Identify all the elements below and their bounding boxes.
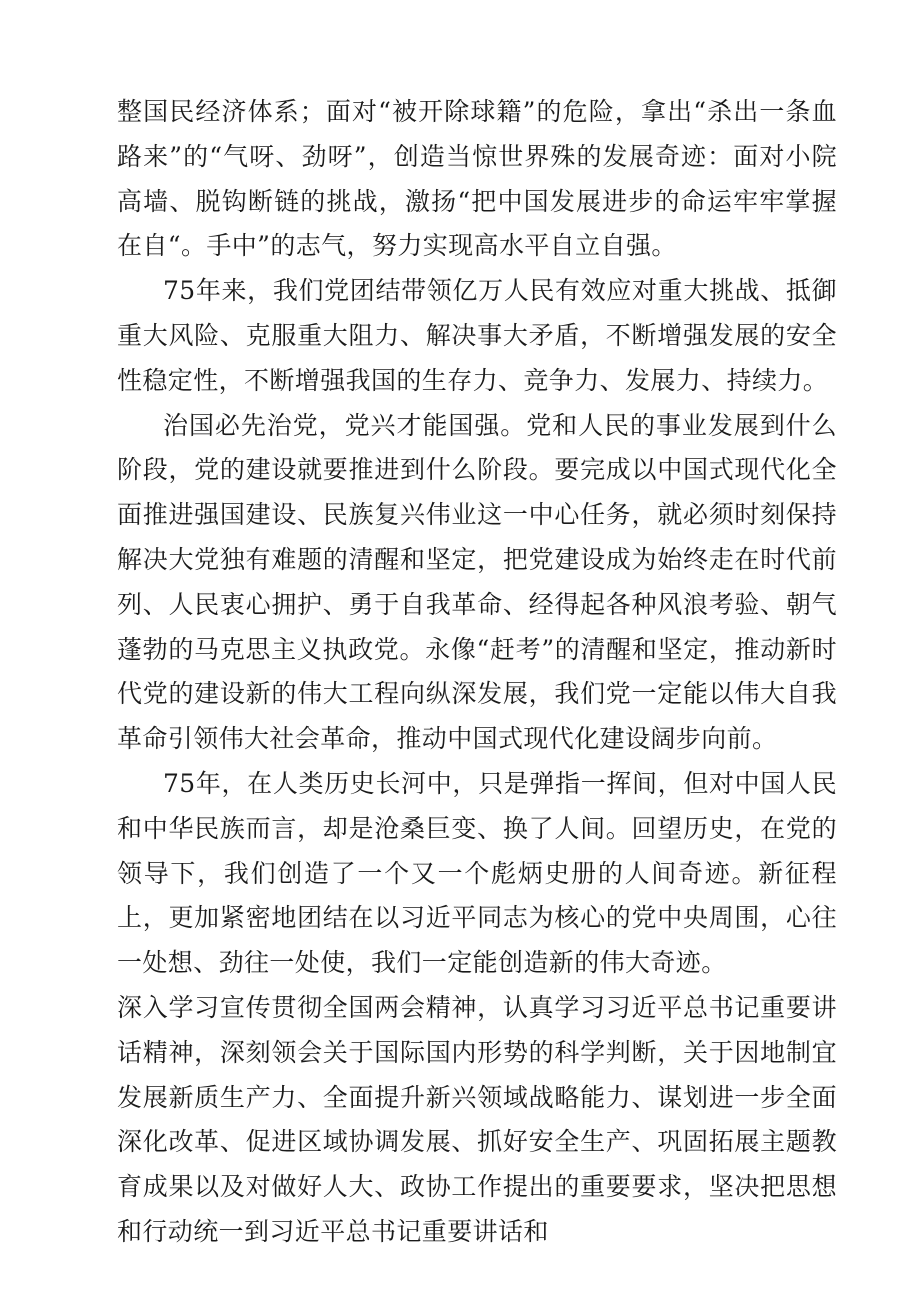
paragraph-2: 75年来，我们党团结带领亿万人民有效应对重大挑战、抵御重大风险、克服重大阻力、解决事大矛盾，不断增强发展的安全性稳定性，不断增强我国的生存力、竞争力、发展力、持续力。	[117, 276, 837, 395]
body-text	[117, 90, 837, 1255]
paragraph-5: 深入学习宣传贯彻全国两会精神，认真学习习近平总书记重要讲话精神，深刻领会关于国际国内形势的科学判断，关于因地制宜发展新质生产力、全面提升新兴领域战略能力、谋划进一步全面深化改革、促进区域协调发展、抓好安全生产、巩固拓展主题教育成果以及对做好人大、政协工作提出的重要要求，坚决把思想和行动统一到习近平总书记重要讲话和	[117, 992, 837, 1246]
paragraph-3: 治国必先治党，党兴才能国强。党和人民的事业发展到什么阶段，党的建设就要推进到什么阶段。要完成以中国式现代化全面推进强国建设、民族复兴伟业这一中心任务，就必须时刻保持解决大党独有难题的清醒和坚定，把党建设成为始终走在时代前列、人民衷心拥护、勇于自我革命、经得起各种风浪考验、朝气蓬勃的马克思主义执政党。永像“赶考”的清醒和坚定，推动新时代党的建设新的伟大工程向纵深发展，我们党一定能以伟大自我革命引领伟大社会革命，推动中国式现代化建设阔步向前。	[117, 410, 837, 754]
paragraph-4: 75年，在人类历史长河中，只是弹指一挥间，但对中国人民和中华民族而言，却是沧桑巨变、换了人间。回望历史，在党的领导下，我们创造了一个又一个彪炳史册的人间奇迹。新征程上，更加紧密地团结在以习近平同志为核心的党中央周围，心往一处想、劲往一处使，我们一定能创造新的伟大奇迹。	[117, 768, 837, 978]
paragraph-1: 整国民经济体系；面对“被开除球籍”的危险，拿出“杀出一条血路来”的“气呀、劲呀”，创造当惊世界殊的发展奇迹：面对小院高墙、脱钩断链的挑战，激扬“把中国发展进步的命运牢牢掌握在自“。手中”的志气，努力实现高水平自立自强。	[117, 97, 837, 261]
